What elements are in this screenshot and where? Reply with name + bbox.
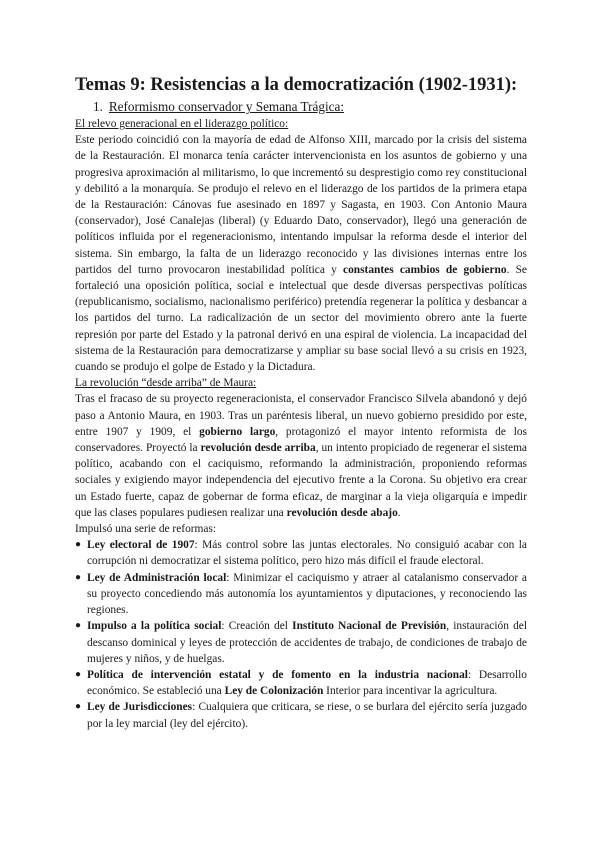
- paragraph-text: .: [397, 506, 401, 519]
- page-title: Temas 9: Resistencias a la democratización (1902-1931):: [75, 75, 518, 95]
- subheading-maura: La revolución “desde arriba” de Maura:: [75, 377, 257, 390]
- bold-term: gobierno largo: [199, 425, 276, 438]
- paragraph-reformas-intro: Impulsó una serie de reformas:: [75, 523, 217, 536]
- list-item: [75, 570, 527, 619]
- list-item-text: , instauración del descanso dominical y leyes de protección de accidentes de trabajo, de condiciones de trabajo de mujeres y niños, y de huelgas.: [87, 620, 527, 665]
- list-item-text: : Más control sobre las juntas electorales. No consiguió acabar con la corrupción ni democratizar el sistema político, pero hizo más difícil el fraude electoral.: [87, 539, 527, 568]
- paragraph-maura: [75, 391, 527, 521]
- section-heading: [93, 99, 344, 115]
- paragraph-text: . Se fortaleció una oposición política, social e intelectual que desde diversas perspectivas políticas (republicanismo, socialismo, nacionalismo periférico) pretendía regenerar la política y desbancar a los partidos del turno. La radicalización de un sector del movimiento obrero ante la fuerte represión por parte del Estado y la patronal derivó en una espiral de violencia. La incapacidad del sistema de la Restauración para democratizarse y ampliar su base social llevó a su crisis en 1923, cuando se produjo el golpe de Estado y la Dictadura.: [75, 263, 527, 374]
- bold-term: revolución desde arriba: [200, 442, 316, 455]
- paragraph-text: , protagonizó el mayor intento reformista de los conservadores. Proyectó la: [75, 425, 527, 455]
- list-item-text: : Cualquiera que criticara, se riese, o se burlara del ejército sería juzgado por la ley marcial (ley del ejército).: [87, 701, 527, 730]
- list-item-text: : Minimizar el caciquismo y atraer al catalanismo conservador a su proyecto concediendo más autonomía los ayuntamientos y diputaciones, y reconociendo las regiones.: [87, 571, 527, 617]
- list-item-text: : Creación del: [221, 620, 293, 633]
- list-item-text: : Desarrollo económico. Se estableció una: [87, 668, 527, 698]
- section-number: 1.: [93, 99, 103, 114]
- bold-term: Política de intervención estatal y de fomento en la industria nacional: [87, 668, 468, 681]
- bold-term: revolución desde abajo: [286, 506, 398, 519]
- list-item: [75, 699, 527, 731]
- list-item: [75, 537, 527, 569]
- bold-term: Ley de Administración local: [87, 571, 227, 584]
- bullet-icon: ●: [75, 701, 82, 713]
- paragraph-text: , un intento propiciado de regenerar el sistema político, acabando con el caciquismo, reformando la administración, proponiendo reformas sociales y exigiendo mayor independencia del ejecutivo frente a la Corona. Su objetivo era crear un Estado fuerte, capaz de gobernar de forma eficaz, de marginar a la vieja oligarquía e impedir que las clases populares pudiesen realizar una: [75, 442, 527, 519]
- bullet-icon: ●: [75, 539, 82, 551]
- bullet-icon: ●: [75, 620, 82, 632]
- paragraph-text: Tras el fracaso de su proyecto regeneracionista, el conservador Francisco Silvela abandonó y dejó paso a Antonio Maura, en 1903. Tras un paréntesis liberal, un nuevo gobierno presidido por este, entre 1907 y 1909, el: [75, 393, 527, 438]
- bold-term: Ley de Colonización: [224, 685, 324, 698]
- bold-term: Ley de Jurisdicciones: [87, 701, 193, 714]
- reform-list: [75, 537, 527, 731]
- bold-term: Impulso a la política social: [87, 620, 222, 633]
- list-item: [75, 618, 527, 667]
- bullet-icon: ●: [75, 668, 82, 680]
- paragraph-text: Este periodo coincidió con la mayoría de edad de Alfonso XIII, marcado por la crisis del sistema de la Restauración. El monarca tenía carácter intervencionista en los asuntos de gobierno y una progresiva aproximación al militarismo, lo que incrementó su desprestigio como rey constitucional y debilitó a la monarquía. Se produjo el relevo en el liderazgo de los partidos de la primera etapa de la Restauración: Cánovas fue asesinado en 1897 y Sagasta, en 1903. Con Antonio Maura (conservador), José Canalejas (liberal) (y Eduardo Dato, conservador), llegó una generación de políticos influida por el regeneracionismo, intentando impulsar la reforma desde el interior del sistema. Sin embargo, la falta de un liderazgo reconocido y las divisiones internas entre los partidos del turno provocaron inestabilidad política y: [75, 134, 527, 276]
- section-title: Reformismo conservador y Semana Trágica:: [108, 99, 345, 114]
- paragraph-relevo: [75, 132, 527, 375]
- bold-term: constantes cambios de gobierno: [343, 263, 507, 276]
- bullet-icon: ●: [75, 571, 82, 583]
- list-item: [75, 667, 527, 699]
- document-body: [75, 116, 527, 732]
- subheading-relevo: El relevo generacional en el liderazgo político:: [75, 118, 289, 130]
- bold-term: Instituto Nacional de Previsión: [292, 620, 447, 633]
- bold-term: Ley electoral de 1907: [87, 539, 195, 552]
- list-item-text: Interior para incentivar la agricultura.: [323, 685, 498, 698]
